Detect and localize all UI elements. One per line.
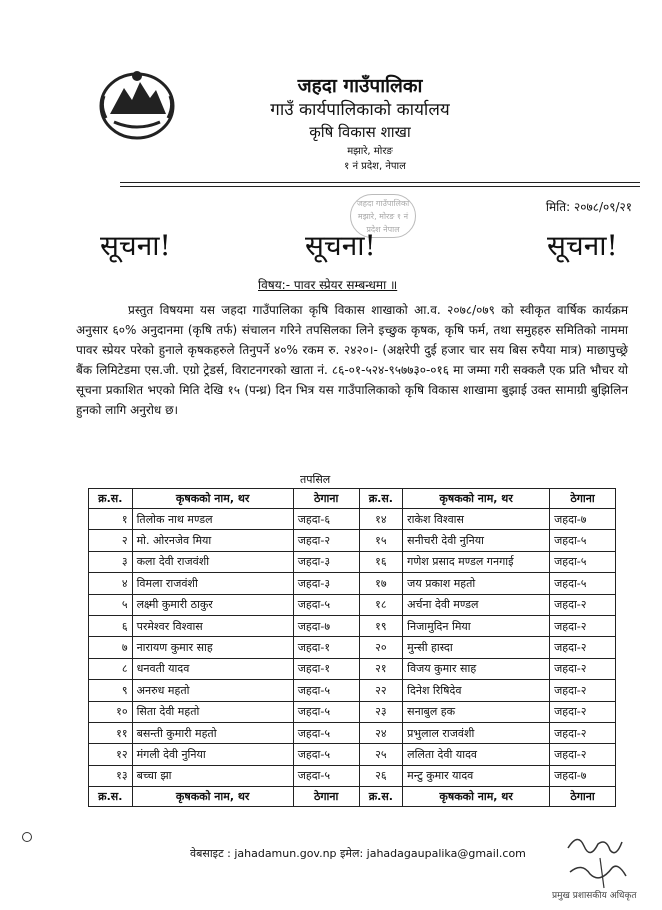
table-row: [89, 744, 616, 765]
footer-name: कृषकको नाम, थर: [132, 787, 293, 807]
address-cell: जहदा-६: [293, 509, 359, 530]
name-cell: बच्चा झा: [132, 765, 293, 786]
address-cell: जहदा-७: [550, 765, 616, 786]
address-cell: जहदा-५: [293, 594, 359, 615]
table-row: [89, 637, 616, 658]
header-name: कृषकको नाम, थर: [132, 489, 293, 509]
name-cell: मन्टु कुमार यादव: [403, 765, 550, 786]
department-name: कृषि विकास शाखा: [309, 123, 411, 141]
address-cell: जहदा-२: [550, 615, 616, 636]
table-caption: तपसिल: [300, 473, 331, 486]
name-cell: मुन्सी हास्दा: [403, 637, 550, 658]
name-cell: जय प्रकाश महतो: [403, 573, 550, 594]
footer-address: ठेगाना: [550, 787, 616, 807]
address-cell: जहदा-५: [293, 680, 359, 701]
address-cell: जहदा-२: [550, 744, 616, 765]
address-cell: जहदा-५: [293, 744, 359, 765]
footer-serial: क्र.स.: [89, 787, 133, 807]
name-cell: परमेश्वर विश्वास: [132, 615, 293, 636]
header-serial: क्र.स.: [359, 489, 403, 509]
serial-cell: १८: [359, 594, 403, 615]
serial-cell: ५: [89, 594, 133, 615]
name-cell: सनीचरी देवी नुनिया: [403, 530, 550, 551]
serial-cell: १४: [359, 509, 403, 530]
table-row: [89, 680, 616, 701]
beneficiary-table: [88, 488, 616, 807]
address-cell: जहदा-२: [550, 594, 616, 615]
serial-cell: १२: [89, 744, 133, 765]
serial-cell: २३: [359, 701, 403, 722]
table-row: [89, 573, 616, 594]
serial-cell: २२: [359, 680, 403, 701]
office-stamp: जहदा गाउँपालिका मझारे, मोरङ १ नं प्रदेश नेपाल: [350, 194, 416, 238]
footer-serial: क्र.स.: [359, 787, 403, 807]
address-cell: जहदा-५: [550, 530, 616, 551]
serial-cell: १०: [89, 701, 133, 722]
name-cell: सिता देवी महतो: [132, 701, 293, 722]
notice-heading-right: सूचना!: [547, 229, 618, 262]
notice-body: प्रस्तुत विषयमा यस जहदा गाउँपालिका कृषि विकास शाखाको आ.व. २०७८/०७९ को स्वीकृत वार्षिक कार्यक्रम अनुसार ६०% अनुदानमा (कृषि तर्फ) संचालन गरिने तपसिलका लिने इच्छुक कृषक, कृषि फर्म, तथा समुहहरु समितिको नाममा पावर स्प्रेयर परेको हुनाले कृषकहरुले तिनुपर्ने ४०% रकम रु. २४२०।- (अक्षरेपी दुई हजार चार सय बिस रुपैया मात्र) माछापुच्छ्रे बैंक लिमिटेडमा एस.जी. एग्रो ट्रेडर्स, विराटनगरको खाता नं. ८६-०१-५२४-९५७७३०-०१६ मा जम्मा गरी सक्कलै एक प्रति भौचर यो सूचना प्रकाशित भएको मिति देखि १५ (पन्ध्र) दिन भित्र यस गाउँपालिकाको कृषि विकास शाखामा बुझाई उक्त सामाग्री बुझिलिन हुनको लागि अनुरोध छ।: [76, 303, 628, 417]
serial-cell: ८: [89, 658, 133, 679]
address-cell: जहदा-२: [550, 680, 616, 701]
table-row: [89, 530, 616, 551]
name-cell: अनरुध महतो: [132, 680, 293, 701]
header-address: ठेगाना: [550, 489, 616, 509]
address-cell: जहदा-२: [550, 658, 616, 679]
serial-cell: २: [89, 530, 133, 551]
office-name: जहदा गाउँपालिका: [297, 75, 423, 97]
header-rule: [120, 186, 640, 187]
name-cell: तिलोक नाथ मण्डल: [132, 509, 293, 530]
table-row: [89, 701, 616, 722]
table-row: [89, 594, 616, 615]
name-cell: प्रभुलाल राजवंशी: [403, 722, 550, 743]
name-cell: विजय कुमार साह: [403, 658, 550, 679]
table-row: [89, 722, 616, 743]
table-header-row: [89, 489, 616, 509]
address-cell: जहदा-७: [293, 615, 359, 636]
address-cell: जहदा-५: [293, 765, 359, 786]
serial-cell: १६: [359, 551, 403, 572]
table-footer-row: [89, 787, 616, 807]
serial-cell: ९: [89, 680, 133, 701]
serial-cell: ७: [89, 637, 133, 658]
nepal-emblem-icon: [96, 66, 178, 142]
header-address: ठेगाना: [293, 489, 359, 509]
serial-cell: २५: [359, 744, 403, 765]
address-cell: जहदा-२: [550, 722, 616, 743]
serial-cell: २०: [359, 637, 403, 658]
name-cell: ललिता देवी यादव: [403, 744, 550, 765]
name-cell: विमला राजवंशी: [132, 573, 293, 594]
notice-heading-center: सूचना!: [305, 229, 376, 262]
table-row: [89, 658, 616, 679]
serial-cell: १३: [89, 765, 133, 786]
address-cell: जहदा-७: [550, 509, 616, 530]
serial-cell: २१: [359, 658, 403, 679]
address-cell: जहदा-३: [293, 551, 359, 572]
serial-cell: २४: [359, 722, 403, 743]
name-cell: सनाबुल हक: [403, 701, 550, 722]
office-province: १ नं प्रदेश, नेपाल: [344, 161, 406, 172]
table-row: [89, 509, 616, 530]
address-cell: जहदा-१: [293, 658, 359, 679]
footer-name: कृषकको नाम, थर: [403, 787, 550, 807]
table-row: [89, 765, 616, 786]
header-serial: क्र.स.: [89, 489, 133, 509]
name-cell: धनवती यादव: [132, 658, 293, 679]
name-cell: लक्ष्मी कुमारी ठाकुर: [132, 594, 293, 615]
name-cell: कला देवी राजवंशी: [132, 551, 293, 572]
name-cell: नारायण कुमार साह: [132, 637, 293, 658]
address-cell: जहदा-१: [293, 637, 359, 658]
name-cell: मंगली देवी नुनिया: [132, 744, 293, 765]
serial-cell: ११: [89, 722, 133, 743]
office-location: मझारे, मोरङ: [347, 146, 393, 157]
address-cell: जहदा-२: [293, 530, 359, 551]
table-row: [89, 615, 616, 636]
serial-cell: ४: [89, 573, 133, 594]
address-cell: जहदा-३: [293, 573, 359, 594]
name-cell: निजामुदिन मिया: [403, 615, 550, 636]
name-cell: गणेश प्रसाद मण्डल गनगाई: [403, 551, 550, 572]
serial-cell: १९: [359, 615, 403, 636]
serial-cell: ३: [89, 551, 133, 572]
name-cell: मो. ओरनजेव मिया: [132, 530, 293, 551]
serial-cell: २६: [359, 765, 403, 786]
serial-cell: १५: [359, 530, 403, 551]
address-cell: जहदा-२: [550, 701, 616, 722]
office-subtitle: गाउँ कार्यपालिकाको कार्यालय: [270, 100, 450, 120]
address-cell: जहदा-५: [293, 722, 359, 743]
punch-hole-icon: [22, 832, 32, 842]
address-cell: जहदा-२: [550, 637, 616, 658]
name-cell: अर्चना देवी मण्डल: [403, 594, 550, 615]
name-cell: दिनेश रिषिदेव: [403, 680, 550, 701]
signatory-title: प्रमुख प्रशासकीय अधिकृत: [552, 891, 637, 901]
contact-footer: वेबसाइट : jahadamun.gov.np इमेल: jahadagaupalika@gmail.com: [190, 847, 526, 860]
serial-cell: १७: [359, 573, 403, 594]
notice-subject: विषय:- पावर स्प्रेयर सम्बन्धमा ॥: [258, 278, 398, 292]
footer-address: ठेगाना: [293, 787, 359, 807]
header-rule: [120, 182, 640, 183]
address-cell: जहदा-५: [293, 701, 359, 722]
address-cell: जहदा-५: [550, 573, 616, 594]
table-row: [89, 551, 616, 572]
serial-cell: ६: [89, 615, 133, 636]
address-cell: जहदा-५: [550, 551, 616, 572]
notice-heading-left: सूचना!: [100, 229, 171, 262]
name-cell: राकेश विश्वास: [403, 509, 550, 530]
name-cell: बसन्ती कुमारी महतो: [132, 722, 293, 743]
header-name: कृषकको नाम, थर: [403, 489, 550, 509]
notice-date: मिति: २०७८/०९/२१: [545, 200, 632, 214]
serial-cell: १: [89, 509, 133, 530]
